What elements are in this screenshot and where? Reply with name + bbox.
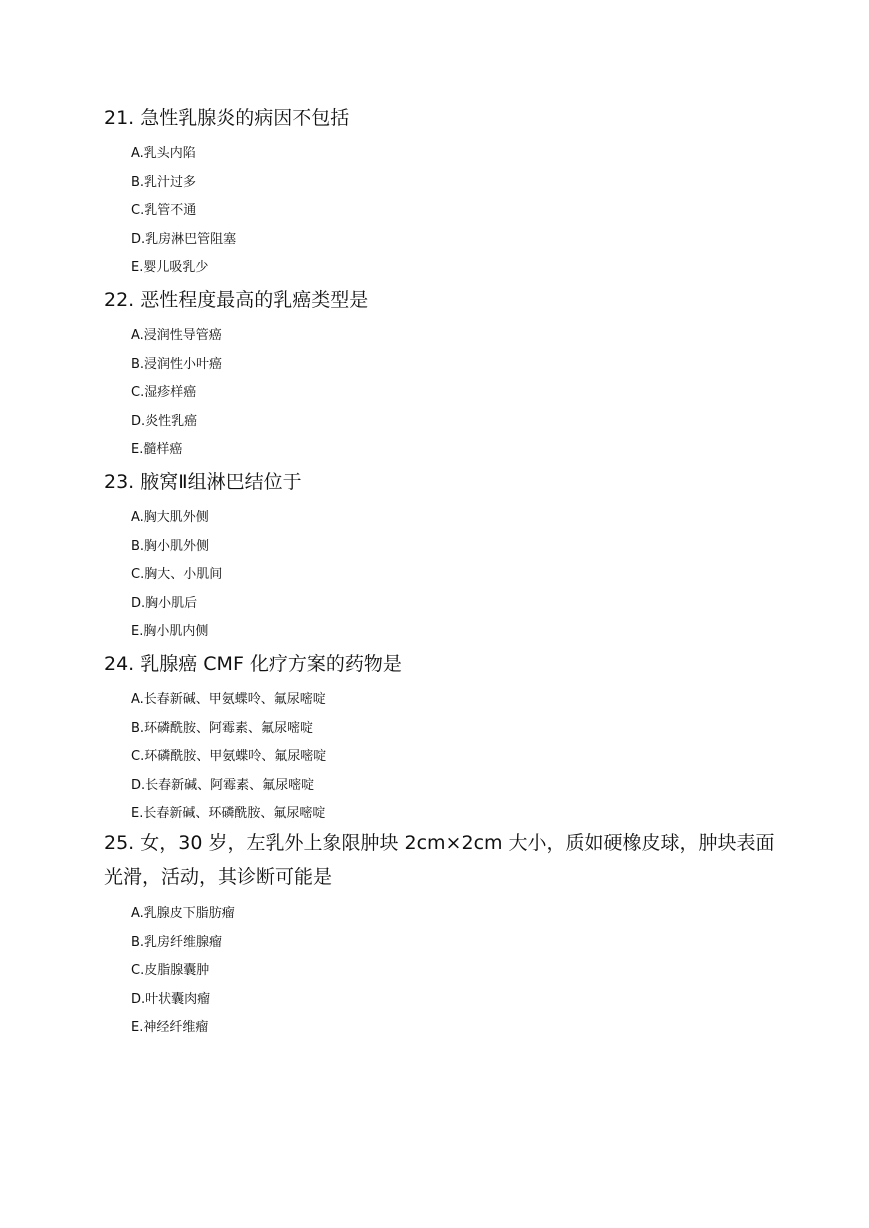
- question-stem: 23. 腋窝Ⅱ组淋巴结位于: [104, 471, 302, 493]
- option-a: A.长春新碱、甲氨蝶呤、氟尿嘧啶: [131, 692, 326, 707]
- question-24: [104, 652, 784, 829]
- option-b: B.环磷酰胺、阿霉素、氟尿嘧啶: [131, 720, 314, 736]
- option-b: B.乳汁过多: [131, 174, 197, 190]
- question-25: [104, 826, 784, 1043]
- option-e: E.髓样癌: [131, 442, 183, 457]
- option-b: B.浸润性小叶癌: [131, 356, 223, 372]
- question-stem: 22. 恶性程度最高的乳癌类型是: [104, 289, 369, 311]
- option-d: D.胸小肌后: [131, 595, 198, 611]
- option-e: E.胸小肌内侧: [131, 624, 209, 639]
- question-22: [104, 288, 784, 465]
- option-c: C.胸大、小肌间: [131, 567, 223, 582]
- option-a: A.胸大肌外侧: [131, 510, 209, 525]
- option-list: [104, 504, 784, 647]
- option-a: A.浸润性导管癌: [131, 328, 222, 343]
- option-d: D.长春新碱、阿霉素、氟尿嘧啶: [131, 777, 315, 793]
- option-c: C.皮脂腺囊肿: [131, 963, 210, 978]
- question-stem: 21. 急性乳腺炎的病因不包括: [104, 107, 350, 129]
- option-list: [104, 900, 784, 1043]
- option-list: [104, 322, 784, 465]
- option-a: A.乳腺皮下脂肪瘤: [131, 906, 235, 921]
- option-e: E.神经纤维瘤: [131, 1020, 209, 1035]
- option-list: [104, 686, 784, 829]
- option-b: B.乳房纤维腺瘤: [131, 934, 223, 950]
- option-c: C.乳管不通: [131, 203, 197, 218]
- question-21: [104, 106, 784, 283]
- option-list: [104, 140, 784, 283]
- option-e: E.长春新碱、环磷酰胺、氟尿嘧啶: [131, 806, 326, 821]
- option-a: A.乳头内陷: [131, 146, 196, 161]
- question-stem: 24. 乳腺癌 CMF 化疗方案的药物是: [104, 653, 402, 675]
- option-d: D.炎性乳癌: [131, 413, 198, 429]
- question-23: [104, 470, 784, 647]
- option-c: C.环磷酰胺、甲氨蝶呤、氟尿嘧啶: [131, 749, 327, 764]
- option-c: C.湿疹样癌: [131, 385, 197, 400]
- option-d: D.乳房淋巴管阻塞: [131, 231, 237, 247]
- option-b: B.胸小肌外侧: [131, 538, 210, 554]
- question-stem: 25. 女，30 岁，左乳外上象限肿块 2cm×2cm 大小，质如硬橡皮球，肿块表面光滑，活动，其诊断可能是: [104, 832, 775, 888]
- option-d: D.叶状囊肉瘤: [131, 991, 211, 1007]
- option-e: E.婴儿吸乳少: [131, 260, 209, 275]
